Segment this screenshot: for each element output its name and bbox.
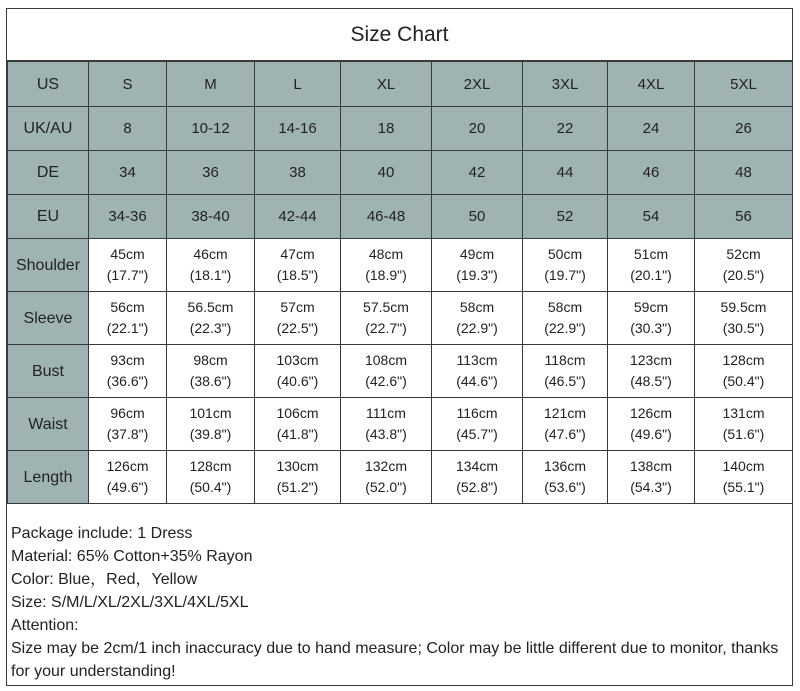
measure-cm: 58cm <box>547 299 583 315</box>
measure-cell <box>608 398 695 451</box>
size-cell: M <box>167 62 255 107</box>
measure-inch: (51.2") <box>276 479 319 495</box>
size-cell: 38 <box>255 151 341 195</box>
row-label: UK/AU <box>8 107 89 151</box>
measure-cm: 101cm <box>189 405 232 421</box>
note-line: Size may be 2cm/1 inch inaccuracy due to hand measure; Color may be little different due to monitor, thanks for your understanding! <box>11 640 779 680</box>
size-cell: 56 <box>695 195 793 239</box>
row-label: EU <box>8 195 89 239</box>
measure-cm: 108cm <box>364 352 408 368</box>
measure-row-sleeve <box>8 292 793 345</box>
size-table <box>7 61 793 504</box>
measure-cm: 111cm <box>366 405 406 421</box>
measure-cm: 132cm <box>364 458 408 474</box>
size-chart-sheet <box>6 8 793 686</box>
measure-inch: (19.7") <box>544 267 586 283</box>
size-cell: 4XL <box>608 62 695 107</box>
measure-cm: 49cm <box>459 246 495 262</box>
size-cell: S <box>89 62 167 107</box>
row-label: Waist <box>8 398 89 451</box>
measure-cell <box>432 292 523 345</box>
measure-cell <box>89 292 167 345</box>
measure-inch: (22.1") <box>106 320 149 336</box>
note-line: Size: S/M/L/XL/2XL/3XL/4XL/5XL <box>11 594 249 611</box>
measure-cell <box>608 345 695 398</box>
measure-cell <box>523 398 608 451</box>
measure-cell <box>695 451 793 504</box>
measure-inch: (49.6") <box>106 479 149 495</box>
size-cell: 10-12 <box>167 107 255 151</box>
note-line: Package include: 1 Dress <box>11 525 193 542</box>
measure-inch: (39.8") <box>189 426 232 442</box>
measure-cell <box>167 398 255 451</box>
size-cell: L <box>255 62 341 107</box>
measure-inch: (19.3") <box>456 267 498 283</box>
product-notes <box>7 516 792 683</box>
size-cell: 22 <box>523 107 608 151</box>
measure-cm: 103cm <box>276 352 319 368</box>
measure-inch: (30.5") <box>722 320 765 336</box>
measure-inch: (22.9") <box>456 320 498 336</box>
measure-cm: 128cm <box>189 458 232 474</box>
measure-inch: (45.7") <box>456 426 498 442</box>
size-table-body <box>8 62 793 504</box>
measure-inch: (53.6") <box>544 479 586 495</box>
measure-cell <box>341 239 432 292</box>
measure-inch: (20.1") <box>630 267 672 283</box>
measure-cell <box>695 292 793 345</box>
measure-inch: (42.6") <box>365 373 407 389</box>
measure-inch: (22.9") <box>544 320 586 336</box>
measure-cm: 59cm <box>633 299 669 315</box>
size-row-de <box>8 151 793 195</box>
size-cell: 26 <box>695 107 793 151</box>
measure-inch: (17.7") <box>106 267 149 283</box>
size-cell: 46 <box>608 151 695 195</box>
measure-cm: 93cm <box>110 352 145 368</box>
size-row-eu <box>8 195 793 239</box>
measure-inch: (38.6") <box>189 373 232 389</box>
measure-inch: (47.6") <box>544 426 586 442</box>
measure-cell <box>89 451 167 504</box>
size-cell: 46-48 <box>341 195 432 239</box>
size-cell: 38-40 <box>167 195 255 239</box>
measure-cell <box>255 239 341 292</box>
measure-inch: (18.9") <box>365 267 407 283</box>
measure-cell <box>523 345 608 398</box>
size-cell: 42-44 <box>255 195 341 239</box>
size-cell: 34-36 <box>89 195 167 239</box>
measure-cell <box>695 398 793 451</box>
measure-cm: 58cm <box>459 299 495 315</box>
measure-cm: 126cm <box>106 458 149 474</box>
measure-cm: 45cm <box>110 246 145 262</box>
size-row-us <box>8 62 793 107</box>
measure-cell <box>255 451 341 504</box>
chart-title: Size Chart <box>7 9 792 61</box>
measure-row-length <box>8 451 793 504</box>
size-cell: 40 <box>341 151 432 195</box>
measure-cm: 134cm <box>455 458 499 474</box>
size-cell: 44 <box>523 151 608 195</box>
measure-cm: 57.5cm <box>363 299 409 315</box>
measure-inch: (37.8") <box>106 426 149 442</box>
row-label: Sleeve <box>8 292 89 345</box>
measure-inch: (41.8") <box>276 426 319 442</box>
size-cell: 52 <box>523 195 608 239</box>
measure-inch: (52.0") <box>365 479 407 495</box>
measure-cell <box>255 345 341 398</box>
row-label: US <box>8 62 89 107</box>
size-cell: 36 <box>167 151 255 195</box>
measure-cell <box>255 292 341 345</box>
size-cell: 18 <box>341 107 432 151</box>
measure-inch: (18.5") <box>276 267 319 283</box>
measure-cell <box>89 398 167 451</box>
measure-cm: 123cm <box>629 352 673 368</box>
measure-inch: (18.1") <box>189 267 232 283</box>
measure-cell <box>608 292 695 345</box>
measure-cm: 46cm <box>193 246 228 262</box>
measure-cm: 106cm <box>276 405 319 421</box>
measure-cell <box>608 239 695 292</box>
measure-cell <box>341 345 432 398</box>
measure-cell <box>523 451 608 504</box>
measure-inch: (36.6") <box>106 373 149 389</box>
measure-cell <box>167 345 255 398</box>
measure-row-bust <box>8 345 793 398</box>
measure-inch: (43.8") <box>365 426 407 442</box>
size-cell: 34 <box>89 151 167 195</box>
size-row-uk-au <box>8 107 793 151</box>
size-cell: 24 <box>608 107 695 151</box>
measure-cell <box>341 451 432 504</box>
measure-cm: 57cm <box>280 299 315 315</box>
measure-cell <box>608 451 695 504</box>
measure-cell <box>89 345 167 398</box>
measure-inch: (52.8") <box>456 479 498 495</box>
note-line: Color: Blue，Red，Yellow <box>11 571 198 588</box>
measure-cm: 56.5cm <box>187 299 234 315</box>
size-cell: 3XL <box>523 62 608 107</box>
measure-cm: 128cm <box>722 352 765 368</box>
size-cell: 14-16 <box>255 107 341 151</box>
measure-cm: 47cm <box>280 246 315 262</box>
measure-inch: (22.7") <box>365 320 407 336</box>
row-label: DE <box>8 151 89 195</box>
measure-cm: 56cm <box>110 299 145 315</box>
measure-cm: 138cm <box>629 458 673 474</box>
note-line: Material: 65% Cotton+35% Rayon <box>11 548 253 565</box>
measure-inch: (54.3") <box>630 479 672 495</box>
measure-inch: (55.1") <box>722 479 765 495</box>
measure-cm: 98cm <box>193 352 228 368</box>
measure-cm: 96cm <box>110 405 145 421</box>
measure-cell <box>432 398 523 451</box>
measure-cm: 131cm <box>722 405 765 421</box>
measure-cm: 126cm <box>629 405 673 421</box>
size-cell: 42 <box>432 151 523 195</box>
size-cell: 20 <box>432 107 523 151</box>
size-cell: 54 <box>608 195 695 239</box>
measure-inch: (51.6") <box>722 426 765 442</box>
measure-cell <box>432 451 523 504</box>
size-cell: 48 <box>695 151 793 195</box>
measure-cm: 136cm <box>543 458 587 474</box>
measure-row-waist <box>8 398 793 451</box>
measure-cm: 140cm <box>722 458 765 474</box>
measure-inch: (22.5") <box>276 320 319 336</box>
size-cell: XL <box>341 62 432 107</box>
measure-inch: (30.3") <box>630 320 672 336</box>
measure-cell <box>432 239 523 292</box>
size-cell: 50 <box>432 195 523 239</box>
measure-cell <box>695 345 793 398</box>
measure-cell <box>167 292 255 345</box>
measure-cell <box>341 292 432 345</box>
measure-inch: (48.5") <box>630 373 672 389</box>
measure-cm: 130cm <box>276 458 319 474</box>
measure-inch: (22.3") <box>189 320 232 336</box>
size-cell: 8 <box>89 107 167 151</box>
measure-cm: 51cm <box>633 246 669 262</box>
measure-cell <box>167 451 255 504</box>
measure-cell <box>523 239 608 292</box>
measure-cell <box>255 398 341 451</box>
measure-cell <box>432 345 523 398</box>
measure-cm: 59.5cm <box>720 299 767 315</box>
measure-cm: 113cm <box>456 352 498 368</box>
measure-cm: 121cm <box>543 405 587 421</box>
measure-cell <box>695 239 793 292</box>
measure-cell <box>89 239 167 292</box>
measure-cm: 50cm <box>547 246 583 262</box>
size-cell: 5XL <box>695 62 793 107</box>
measure-inch: (44.6") <box>456 373 498 389</box>
measure-cm: 116cm <box>456 405 498 421</box>
measure-inch: (20.5") <box>722 267 765 283</box>
measure-cell <box>341 398 432 451</box>
measure-cm: 52cm <box>726 246 761 262</box>
size-cell: 2XL <box>432 62 523 107</box>
measure-inch: (46.5") <box>544 373 586 389</box>
measure-cm: 48cm <box>368 246 404 262</box>
row-label: Bust <box>8 345 89 398</box>
measure-inch: (49.6") <box>630 426 672 442</box>
row-label: Shoulder <box>8 239 89 292</box>
measure-cell <box>523 292 608 345</box>
note-line: Attention: <box>11 617 79 634</box>
measure-cell <box>167 239 255 292</box>
measure-inch: (50.4") <box>189 479 232 495</box>
measure-row-shoulder <box>8 239 793 292</box>
measure-inch: (40.6") <box>276 373 319 389</box>
measure-inch: (50.4") <box>722 373 765 389</box>
row-label: Length <box>8 451 89 504</box>
measure-cm: 118cm <box>544 352 586 368</box>
